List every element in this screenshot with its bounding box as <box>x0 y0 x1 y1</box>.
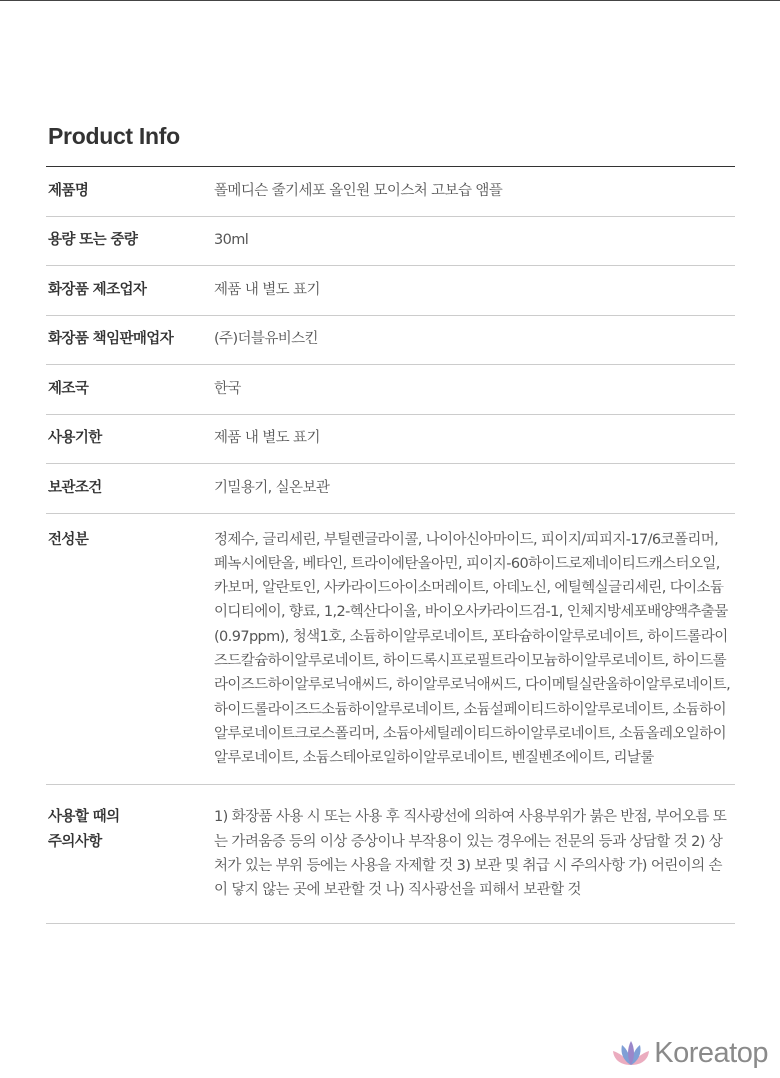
row-label: 화장품 제조업자 <box>48 281 147 298</box>
row-label: 보관조건 <box>48 479 102 496</box>
row-manufacturer <box>46 266 735 316</box>
row-country <box>46 365 735 415</box>
row-value: 30ml <box>214 232 249 249</box>
row-label <box>46 805 214 902</box>
row-storage <box>46 464 735 514</box>
row-label: 제조국 <box>48 380 89 397</box>
row-label: 화장품 책임판매업자 <box>48 331 174 348</box>
caution-label-line2: 주의사항 <box>48 833 102 850</box>
row-label: 사용기한 <box>48 430 102 447</box>
row-product-name <box>46 167 735 217</box>
row-value: 한국 <box>214 380 241 397</box>
row-value: 제품 내 별도 표기 <box>214 430 320 447</box>
row-volume <box>46 217 735 267</box>
row-value: (주)더블유비스킨 <box>214 331 318 348</box>
row-value: 기밀용기, 실온보관 <box>214 479 330 496</box>
logo-text: Koreatop <box>654 1037 768 1069</box>
lotus-icon <box>612 1039 650 1069</box>
row-value: 폴메디슨 줄기세포 올인원 모이스처 고보습 앰플 <box>214 182 503 199</box>
row-label: 제품명 <box>48 182 89 199</box>
koreatop-logo <box>612 1037 768 1070</box>
product-info-table <box>46 166 735 924</box>
row-ingredients <box>46 514 735 786</box>
ingredients-text: 정제수, 글리세린, 부틸렌글라이콜, 나이아신아마이드, 피이지/피피지-17/6코폴리머, 페녹시에탄올, 베타인, 트라이에탄올아민, 피이지-60하이드로제네이티드캐스터오일, 카보머, 알란토인, 사카라이드아이소머레이트, 아데노신, 에틸헥실글리세린, 다이소듐이디티에이, 향료, 1,2-헥산다이올, 바이오사카라이드검-1, 인체지방세포배양액추출물(0.97ppm), 청색1호, 소듐하이알루로네이트, 포타슘하이알루로네이트, 하이드롤라이즈드칼슘하이알루로네이트, 하이드록시프로필트라이모늄하이알루로네이트, 하이드롤라이즈드하이알루로닉애씨드, 하이알루로닉애씨드, 다이메틸실란올하이알루로네이트, 하이드롤라이즈드소듐하이알루로네이트, 소듐설페이티드하이알루로네이트, 소듐하이알루로네이트크로스폴리머, 소듐아세틸레이티드하이알루로네이트, 소듐올레오일하이알루로네이트, 소듐스테아로일하이알루로네이트, 벤질벤조에이트, 리날룰 <box>214 531 731 767</box>
row-label: 용량 또는 중량 <box>48 232 138 249</box>
section-title: Product Info <box>48 123 180 149</box>
caution-text: 1) 화장품 사용 시 또는 사용 후 직사광선에 의하여 사용부위가 붉은 반점, 부어오름 또는 가려움증 등의 이상 증상이나 부작용이 있는 경우에는 전문의 등과 상담할 것 2) 상처가 있는 부위 등에는 사용을 자제할 것 3) 보관 및 취급 시 주의사항 가) 어린이의 손이 닿지 않는 곳에 보관할 것 나) 직사광선을 피해서 보관할 것 <box>214 809 727 899</box>
row-distributor <box>46 316 735 366</box>
row-label: 전성분 <box>48 531 89 548</box>
caution-label-line1: 사용할 때의 <box>48 809 120 826</box>
row-expiry <box>46 415 735 465</box>
row-caution <box>46 785 735 923</box>
row-value: 제품 내 별도 표기 <box>214 281 320 298</box>
